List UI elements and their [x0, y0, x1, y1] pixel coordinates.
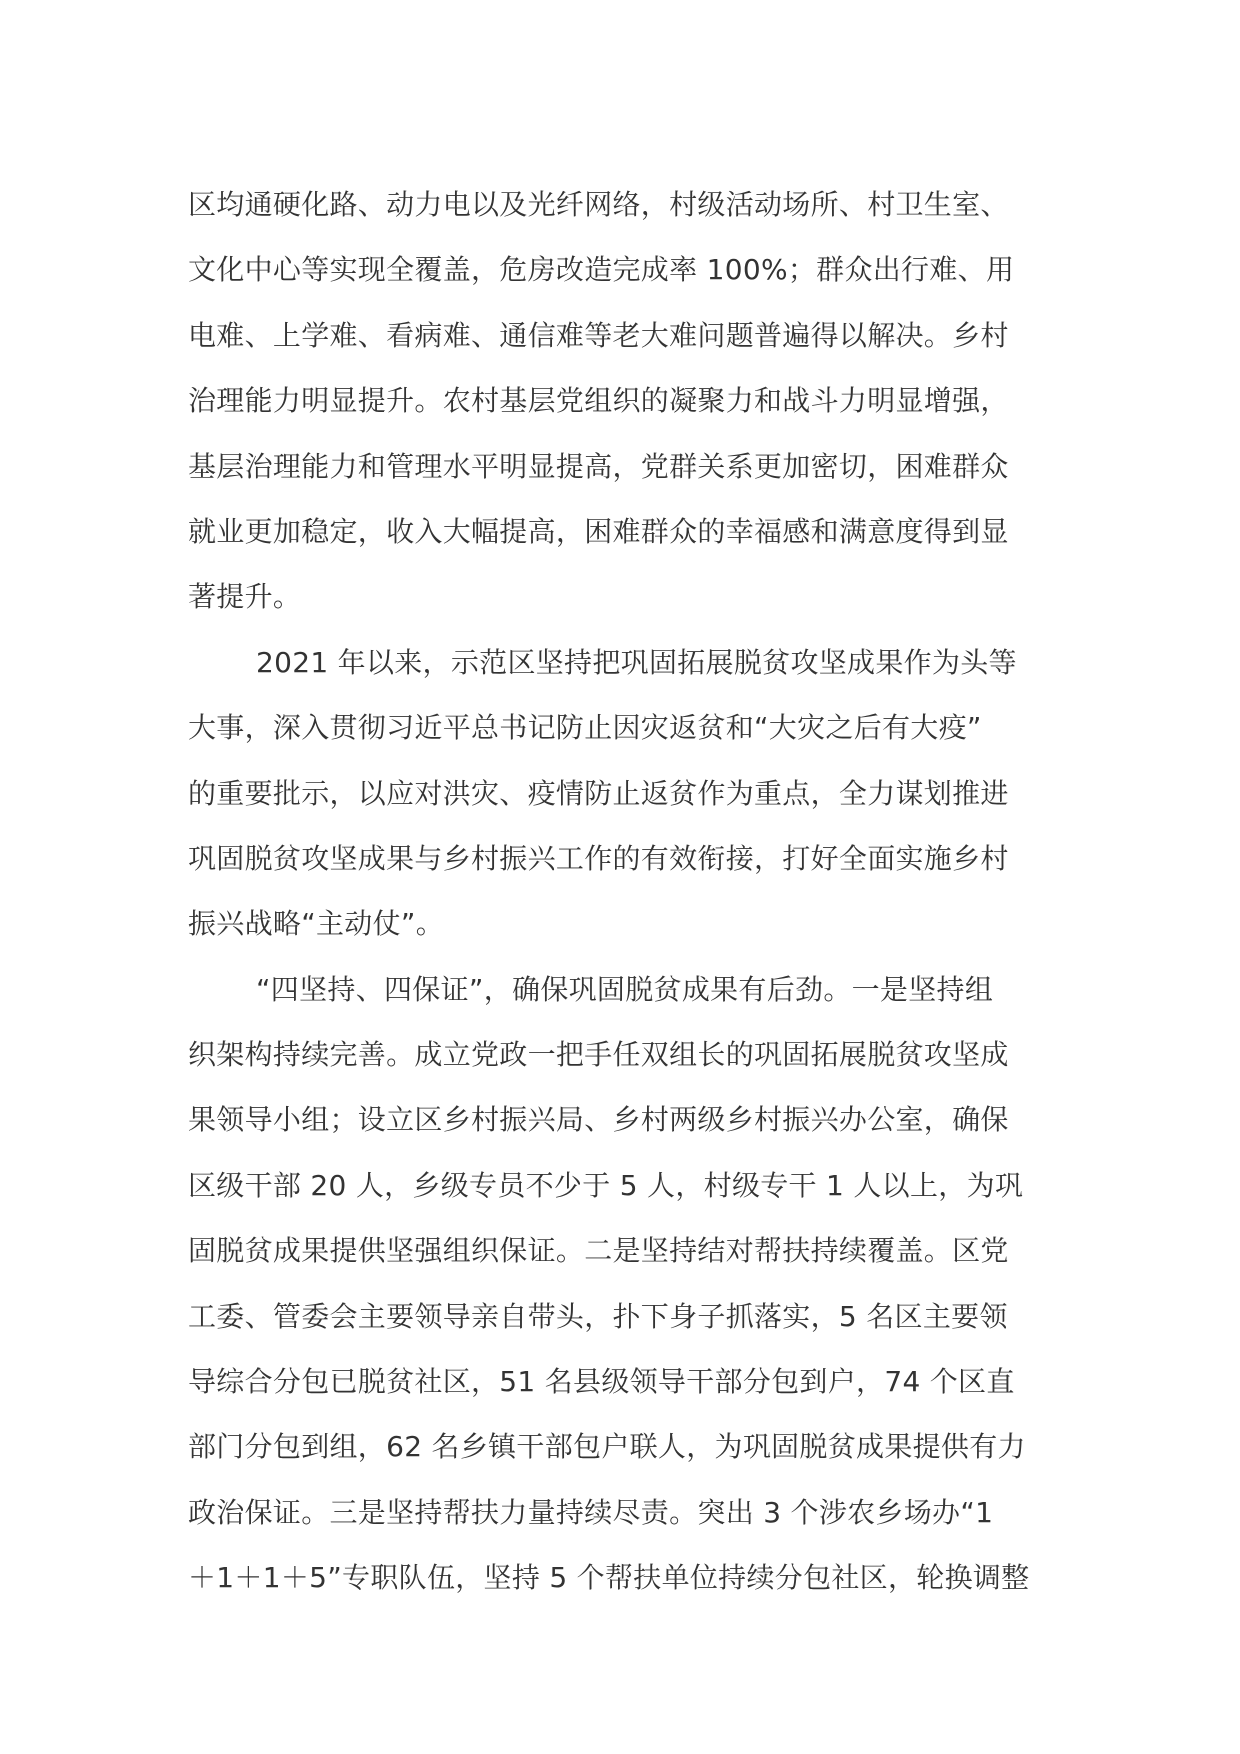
text-line: 区级干部 20 人，乡级专员不少于 5 人，村级专干 1 人以上，为巩: [188, 1168, 1024, 1202]
text-line: 电难、上学难、看病难、通信难等老大难问题普遍得以解决。乡村: [188, 318, 1009, 352]
text-line: 2021 年以来，示范区坚持把巩固拓展脱贫攻坚成果作为头等: [256, 645, 1017, 679]
text-line: 大事，深入贯彻习近平总书记防止因灾返贫和“大灾之后有大疫”: [188, 711, 982, 745]
text-line: 文化中心等实现全覆盖，危房改造完成率 100%；群众出行难、用: [188, 253, 1015, 287]
text-line: ＋1＋1＋5”专职队伍，坚持 5 个帮扶单位持续分包社区，轮换调整: [188, 1561, 1030, 1595]
text-line: 区均通硬化路、动力电以及光纤网络，村级活动场所、村卫生室、: [188, 188, 1009, 221]
text-line: 振兴战略“主动仗”。: [188, 907, 445, 941]
text-line: 固脱贫成果提供坚强组织保证。二是坚持结对帮扶持续覆盖。区党: [188, 1234, 1009, 1268]
text-line: 的重要批示，以应对洪灾、疫情防止返贫作为重点，全力谋划推进: [188, 776, 1009, 810]
text-line: 著提升。: [188, 580, 302, 614]
text-line: 基层治理能力和管理水平明显提高，党群关系更加密切，困难群众: [188, 449, 1009, 483]
text-line: 织架构持续完善。成立党政一把手任双组长的巩固拓展脱贫攻坚成: [188, 1038, 1009, 1072]
text-line: 治理能力明显提升。农村基层党组织的凝聚力和战斗力明显增强，: [188, 384, 1009, 418]
body-text: [188, 172, 1058, 1611]
text-line: 工委、管委会主要领导亲自带头，扑下身子抓落实，5 名区主要领: [188, 1299, 1008, 1333]
text-line: 就业更加稳定，收入大幅提高，困难群众的幸福感和满意度得到显: [188, 514, 1009, 548]
text-line: 部门分包到组，62 名乡镇干部包户联人，为巩固脱贫成果提供有力: [188, 1430, 1026, 1464]
text-line: 导综合分包已脱贫社区，51 名县级领导干部分包到户，74 个区直: [188, 1365, 1015, 1399]
text-line: 果领导小组；设立区乡村振兴局、乡村两级乡村振兴办公室，确保: [188, 1103, 1009, 1137]
text-line: 巩固脱贫攻坚成果与乡村振兴工作的有效衔接，打好全面实施乡村: [188, 841, 1009, 875]
text-line: “四坚持、四保证”，确保巩固脱贫成果有后劲。一是坚持组: [256, 972, 994, 1006]
text-line: 政治保证。三是坚持帮扶力量持续尽责。突出 3 个涉农乡场办“1: [188, 1495, 994, 1529]
